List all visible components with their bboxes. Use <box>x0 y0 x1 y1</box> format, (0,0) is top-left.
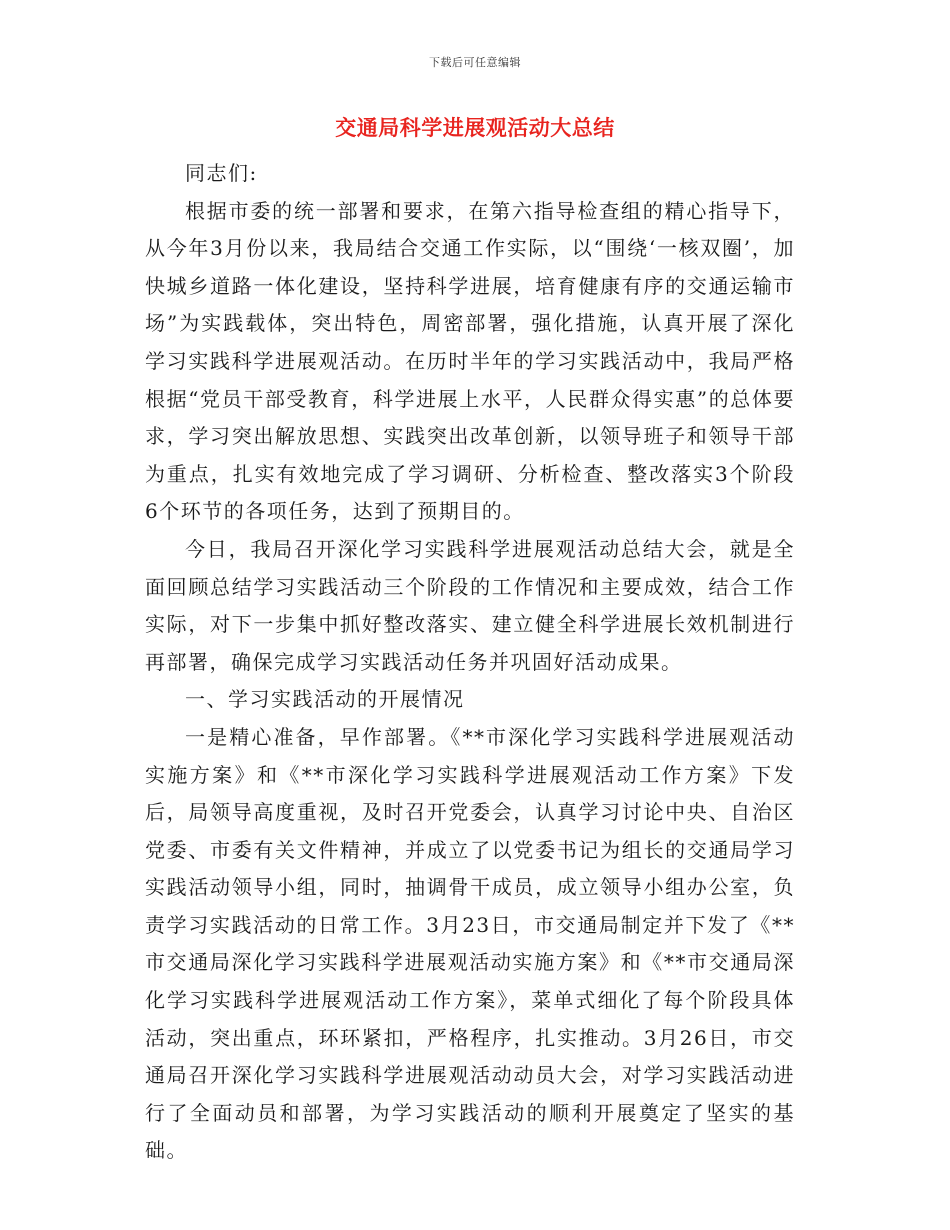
header-note: 下载后可任意编辑 <box>429 56 521 69</box>
paragraph-background: 根据市委的统一部署和要求，在第六指导检查组的精心指导下，从今年3月份以来，我局结合交通工作实际，以“围绕‘一核双圈’，加快城乡道路一体化建设，坚持科学进展，培育健康有序的交通运输市场”为实践载体，突出特色，周密部署，强化措施，认真开展了深化学习实践科学进展观活动。在历时半年的学习实践活动中，我局严格根据“党员干部受教育，科学进展上水平，人民群众得实惠”的总体要求，学习突出解放思想、实践突出改革创新，以领导班子和领导干部为重点，扎实有效地完成了学习调研、分析检查、整改落实3个阶段6个环节的各项任务，达到了预期目的。 <box>145 198 795 524</box>
document-body <box>145 155 795 1170</box>
paragraph-meeting-purpose: 今日，我局召开深化学习实践科学进展观活动总结大会，就是全面回顾总结学习实践活动三个阶段的工作情况和主要成效，结合工作实际，对下一步集中抓好整改落实、建立健全科学进展长效机制进行再部署，确保完成学习实践活动任务并巩固好活动成果。 <box>145 536 795 674</box>
paragraph-preparation: 一是精心准备，早作部署。《**市深化学习实践科学进展观活动实施方案》和《**市深化学习实践科学进展观活动工作方案》下发后，局领导高度重视，及时召开党委会，认真学习讨论中央、自治区党委、市委有关文件精神，并成立了以党委书记为组长的交通局学习实践活动领导小组，同时，抽调骨干成员，成立领导小组办公室，负责学习实践活动的日常工作。3月23日，市交通局制定并下发了《**市交通局深化学习实践科学进展观活动实施方案》和《**市交通局深化学习实践科学进展观活动工作方案》，菜单式细化了每个阶段具体活动，突出重点，环环紧扣，严格程序，扎实推动。3月26日，市交通局召开深化学习实践科学进展观活动动员大会，对学习实践活动进行了全面动员和部署，为学习实践活动的顺利开展奠定了坚实的基础。 <box>145 724 795 1163</box>
document-title: 交通局科学进展观活动大总结 <box>335 116 615 140</box>
section-heading-1: 一、学习实践活动的开展情况 <box>185 687 465 712</box>
salutation: 同志们: <box>185 161 258 185</box>
